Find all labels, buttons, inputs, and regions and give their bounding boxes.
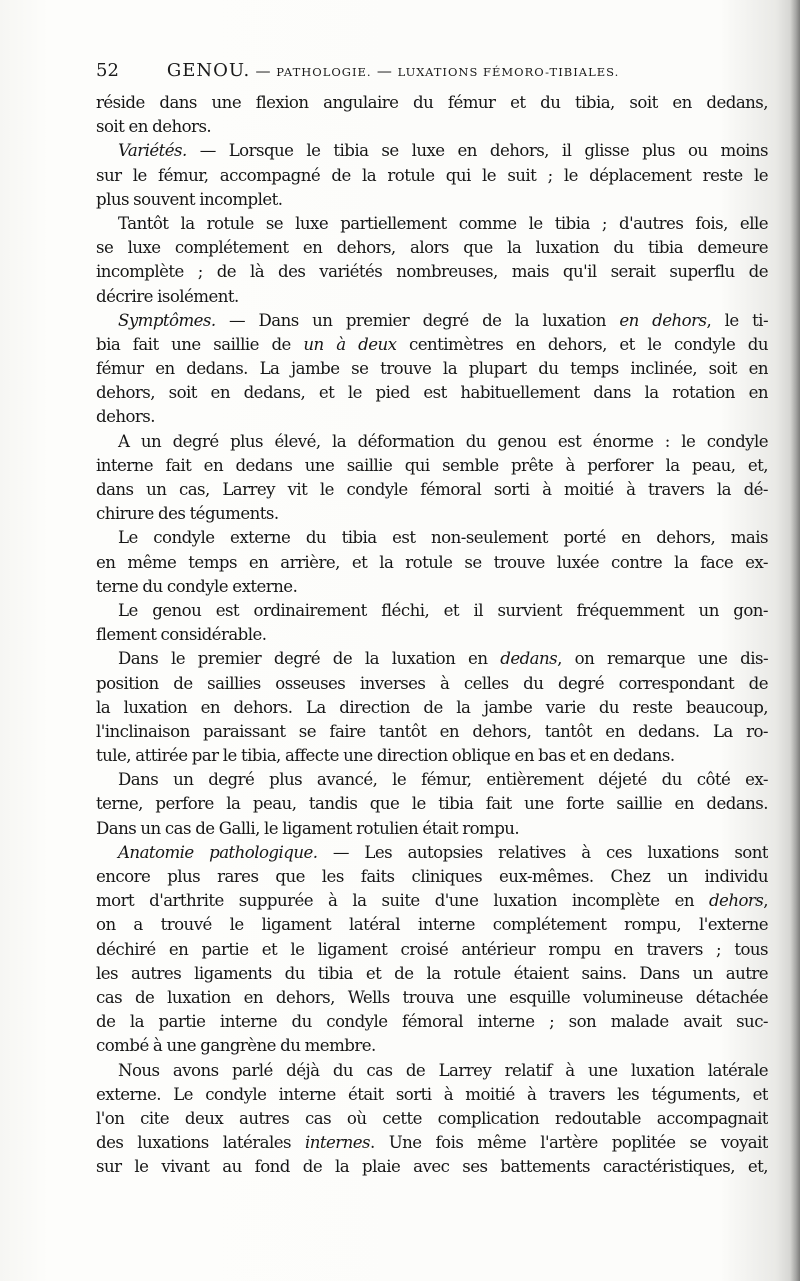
text-line: dehors, soit en dedans, et le pied est habituellement dans la rotation en [96,383,768,403]
body-text [96,91,768,1179]
text-line-varietes: Variétés. — Lorsque le tibia se luxe en dehors, il glisse plus ou moins [118,141,768,161]
text-line: déchiré en partie et le ligament croisé antérieur rompu en travers ; tous [96,939,768,959]
running-title-dash-1: — [250,62,277,80]
text-line: réside dans une flexion angulaire du fémur et du tibia, soit en dedans, [96,93,768,112]
text-line: de la partie interne du condyle fémoral interne ; son malade avait suc- [96,1012,768,1032]
text-line: soit en dehors. [96,117,212,137]
text-line: Le genou est ordinairement fléchi, et il survient fréquemment un gon- [118,600,768,620]
text-line: encore plus rares que les faits cliniques eux-mêmes. Chez un individu [96,867,768,886]
text-line-symptomes: Symptômes. — Dans un premier degré de la luxation en dehors, le ti- [118,310,768,330]
text-line: Tantôt la rotule se luxe partiellement comme le tibia ; d'autres fois, elle [118,213,768,233]
text-line: sur le fémur, accompagné de la rotule qui le suit ; le déplacement reste le [96,165,768,185]
text-line-anatomie: Anatomie pathologique. — Les autopsies relatives à ces luxations sont [118,842,768,862]
text-line: Dans un cas de Galli, le ligament rotulien était rompu. [96,818,520,838]
text-line: sur le vivant au fond de la plaie avec ses battements caractéristiques, et, [96,1157,768,1177]
text-line: bia fait une saillie de un à deux centimètres en dehors, et le condyle du [96,334,768,354]
running-title-pathologie: PATHOLOGIE. [276,65,372,79]
running-title-dash-2: — [371,62,398,80]
page-spine-shadow [790,0,800,1281]
text-line: terne du condyle externe. [96,576,298,596]
text-line: Dans le premier degré de la luxation en dedans, on remarque une dis- [118,649,768,669]
text-line: des luxations latérales internes. Une fois même l'artère poplitée se voyait [96,1133,768,1153]
text-line: position de saillies osseuses inverses à celles du degré correspondant de [96,673,768,693]
text-line: externe. Le condyle interne était sorti à moitié à travers les téguments, et [96,1084,768,1104]
running-title-luxations: LUXATIONS FÉMORO-TIBIALES. [397,65,620,79]
text-line: l'inclinaison paraissant se faire tantôt en dehors, tantôt en dedans. La ro- [96,721,768,741]
text-line: mort d'arthrite suppurée à la suite d'une luxation incomplète en dehors, [96,891,768,911]
text-line: en même temps en arrière, et la rotule se trouve luxée contre la face ex- [96,552,768,572]
text-line: combé à une gangrène du membre. [96,1036,376,1056]
text-line: chirure des téguments. [96,504,279,524]
text-line: décrire isolément. [96,286,239,306]
text-line: Nous avons parlé déjà du cas de Larrey relatif à une luxation latérale [118,1060,768,1080]
text-line: A un degré plus élevé, la déformation du genou est énorme : le condyle [118,431,768,451]
text-line: l'on cite deux autres cas où cette complication redoutable accompagnait [96,1108,768,1128]
text-line: flement considérable. [96,625,267,645]
text-line: fémur en dedans. La jambe se trouve la plupart du temps inclinée, soit en [96,359,768,379]
text-line: plus souvent incomplet. [96,189,283,209]
text-line: dans un cas, Larrey vit le condyle fémoral sorti à moitié à travers la dé- [96,480,768,499]
text-line: Dans un degré plus avancé, le fémur, entièrement déjeté du côté ex- [118,770,768,790]
text-line: dehors. [96,407,155,427]
text-line: Le condyle externe du tibia est non-seulement porté en dehors, mais [118,528,768,548]
text-line: on a trouvé le ligament latéral interne complétement rompu, l'externe [96,915,768,935]
running-title [167,62,619,80]
running-header [96,60,746,81]
text-line: la luxation en dehors. La direction de la jambe varie du reste beaucoup, [96,697,768,717]
text-line: interne fait en dedans une saillie qui semble prête à perforer la peau, et, [96,455,768,475]
running-title-genou: GENOU. [166,60,251,81]
text-line: cas de luxation en dehors, Wells trouva une esquille volumineuse détachée [96,987,768,1007]
text-line: les autres ligaments du tibia et de la rotule étaient sains. Dans un autre [96,963,768,983]
text-line: se luxe complétement en dehors, alors que la luxation du tibia demeure [96,238,768,258]
page-number: 52 [96,60,119,81]
text-line: incomplète ; de là des variétés nombreuses, mais qu'il serait superflu de [96,262,768,282]
text-line: terne, perfore la peau, tandis que le tibia fait une forte saillie en dedans. [96,794,768,814]
text-line: tule, attirée par le tibia, affecte une direction oblique en bas et en dedans. [96,746,675,766]
